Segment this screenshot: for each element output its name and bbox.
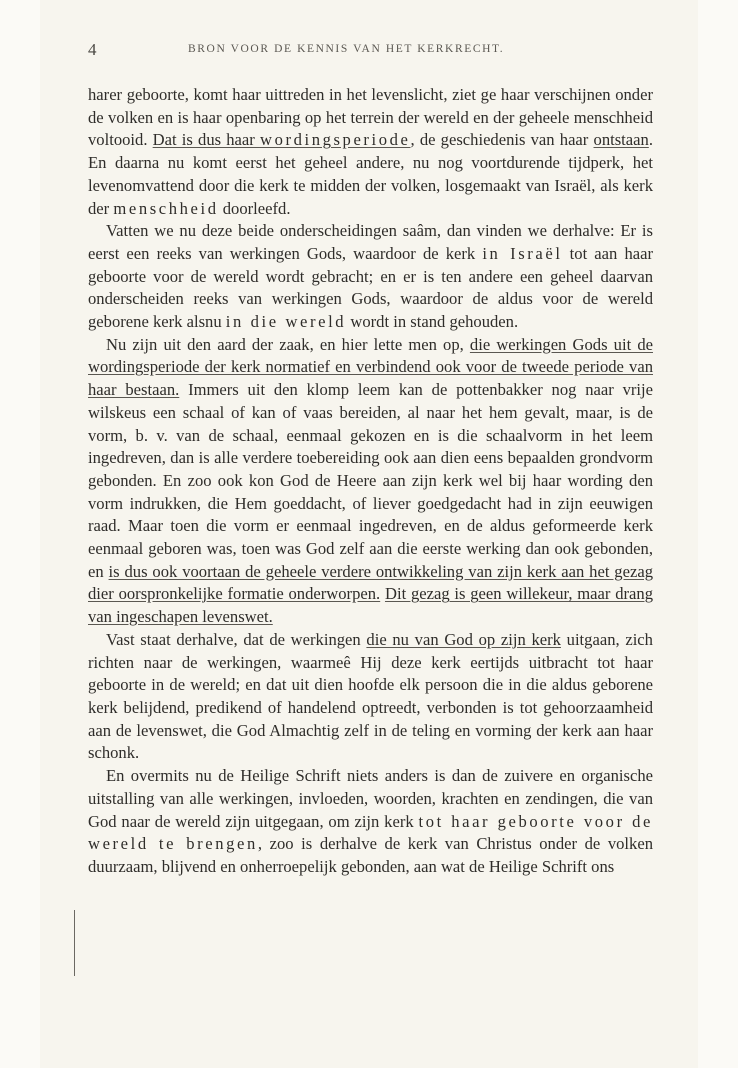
margin-pencil-mark — [74, 910, 75, 976]
text-segment: tot haar geboorte voor de wereld te brengen — [88, 811, 653, 854]
text-segment: Vatten we nu deze beide onderscheidingen saâm, dan vinden we derhalve: Er is eerst een reeks van werkingen Gods, waardoor de kerk — [88, 221, 653, 263]
paragraph — [88, 220, 653, 334]
text-segment: Dit gezag is geen willekeur, maar drang van ingeschapen levenswet. — [88, 584, 653, 627]
text-segment: , zoo is derhalve de kerk van Christus onder de volken duurzaam, blijvend en onherroepelijk gebonden, aan wat de Heilige Schrift ons — [88, 834, 653, 876]
text-segment: harer geboorte, komt haar uittreden in het levenslicht, ziet ge haar verschijnen onder de volken en is haar openbaring op het terrein der wereld en der geheele menschheid voltooid. — [88, 85, 653, 150]
text-segment: doorleefd. — [218, 198, 291, 218]
book-page — [40, 0, 698, 1068]
text-segment: wordt in stand gehouden. — [346, 312, 519, 332]
text-segment: wordingsperiode — [259, 130, 411, 150]
text-segment: tot aan haar geboorte voor de wereld wordt gebracht; en er is ten andere een geheel daarvan onderscheiden reeks van werkingen Gods, waardoor de aldus voor de wereld geborene kerk alsnu — [88, 243, 653, 332]
text-segment: Dat is dus haar — [152, 130, 260, 150]
text-segment: ontstaan — [593, 130, 649, 150]
text-segment: die nu van God op zijn kerk — [366, 629, 561, 649]
text-segment: menschheid — [113, 198, 219, 218]
running-title: BRON VOOR DE KENNIS VAN HET KERKRECHT. — [188, 43, 505, 55]
page-header — [88, 40, 658, 62]
page-number: 4 — [88, 40, 97, 59]
text-segment: Vast staat derhalve, dat de werkingen — [106, 629, 367, 649]
text-segment: Nu zijn uit den aard der zaak, en hier lette men op, — [106, 334, 470, 354]
paragraph — [88, 334, 653, 629]
text-segment: in Israël — [482, 243, 563, 263]
text-segment: En overmits nu de Heilige Schrift niets anders is dan de zuivere en organische uitstalling van alle werkingen, invloeden, woorden, krachten en zendingen, die van God naar de wereld zijn uitgegaan, om zijn kerk — [88, 766, 653, 831]
text-segment: Immers uit den klomp leem kan de pottenbakker nog naar vrije wilskeus een schaal of kan of vaas bereiden, al naar het hem gevalt, maar, is de vorm, b. v. van de schaal, eenmaal gekozen en is die schaalvorm in het leem ingedreven, dan is alle verdere toebereiding ook aan dien eens bepaalden grondvorm gebonden. En zoo ook kon God de Heere aan zijn kerk wel bij haar wording den vorm indrukken, die Hem goeddacht, of liever goedgedacht had in zijn eeuwigen raad. Maar toen die vorm er eenmaal ingedreven, en de aldus geformeerde kerk eenmaal geboren was, toen was God zelf aan die eerste werking dan ook gebonden, en — [88, 380, 653, 581]
paragraph — [88, 765, 653, 879]
text-segment: in die wereld — [225, 312, 347, 332]
text-segment: is dus ook voortaan de geheele verdere ontwikkeling van zijn kerk aan het gezag dier oorspronkelijke formatie onderworpen. — [88, 561, 653, 604]
paragraph — [88, 84, 653, 220]
paragraph — [88, 629, 653, 765]
text-segment: . En daarna nu komt eerst het geheel andere, nu nog voortdurende tijdperk, het levenomvattend door die kerk te midden der volken, losgemaakt van Israël, als kerk der — [88, 130, 653, 218]
text-segment: die werkingen Gods uit de wordingsperiode der kerk normatief en verbindend ook voor de tweede periode van haar bestaan. — [88, 334, 653, 400]
text-segment: uitgaan, zich richten naar de werkingen, waarmeê Hij deze kerk eertijds uitbracht tot haar geboorte in de wereld; en dat uit dien hoofde elk persoon die in die aldus geborene kerk belijdend, predikend of handelend optreedt, verbonden is tot gehoorzaamheid aan de levenswet, die God Almachtig zelf in de teling en vorming der kerk aan haar schonk. — [88, 629, 653, 763]
text-segment: , de geschiedenis van haar — [410, 130, 594, 150]
body-text — [88, 84, 653, 879]
